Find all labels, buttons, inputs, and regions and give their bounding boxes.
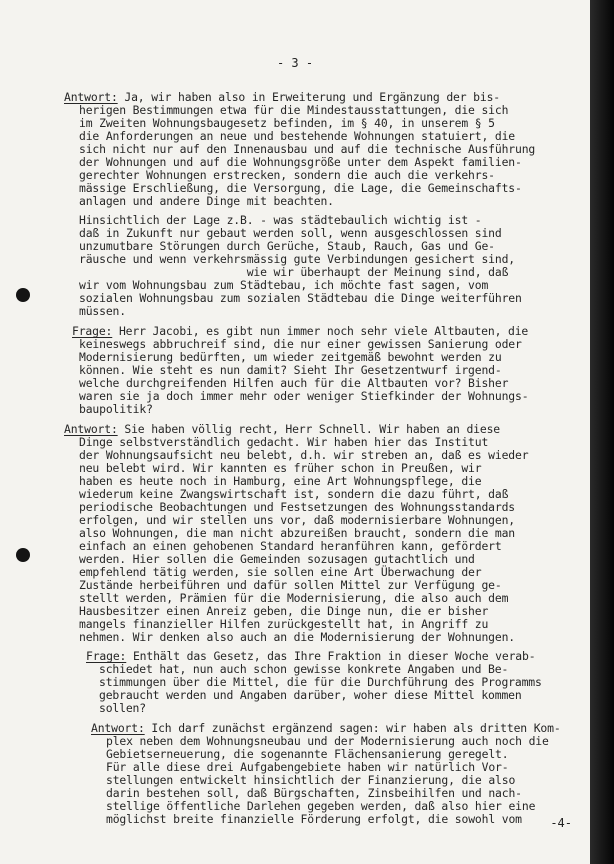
text-line: Hinsichtlich der Lage z.B. - was städtebaulich wichtig ist - [79, 213, 482, 227]
answer-label: Antwort: [64, 422, 118, 436]
text-line: nehmen. Wir denken also auch an die Modernisierung der Wohnungen. [79, 630, 516, 644]
text-line: Ja, wir haben also in Erweiterung und Ergänzung der bis- [117, 90, 501, 104]
text-line: sollen? [99, 701, 146, 715]
text-line: wiederum keine Zwangswirtschaft ist, sondern die dazu führt, daß [79, 487, 509, 501]
text-line: baupolitik? [79, 402, 153, 416]
text-line: erfolgen, und wir stellen uns vor, daß modernisierbare Wohnungen, [79, 513, 516, 527]
text-line: Für alle diese drei Aufgabengebiete haben wir natürlich Vor- [106, 760, 509, 774]
text-line: Enthält das Gesetz, das Ihre Fraktion in dieser Woche verab- [126, 649, 536, 663]
page-number-top: - 3 - [276, 56, 314, 70]
text-line: neu belebt wird. Wir kannten es früher schon in Preußen, wir [79, 461, 482, 475]
text-line: stellungen entwickelt hinsichtlich der Finanzierung, die also [106, 773, 516, 787]
text-line: periodische Beobachtungen und Festsetzungen des Wohnungsstandards [79, 500, 516, 514]
scan-edge [590, 0, 614, 864]
text-line: stellige öffentliche Darlehen gegeben werden, daß also hier eine [106, 799, 536, 813]
answer-label: Antwort: [64, 90, 118, 104]
text-line: können. Wie steht es nun damit? Sieht Ihr Gesetzentwurf irgend- [79, 363, 502, 377]
text-line: gebraucht werden und Angaben darüber, woher diese Mittel kommen [99, 688, 522, 702]
text-line: Sie haben völlig recht, Herr Schnell. Wir haben an diese [117, 422, 501, 436]
text-line: räusche und wenn verkehrsmässig gute Verbindungen gesichert sind, [79, 252, 516, 266]
punch-hole-lower [16, 548, 30, 562]
text-line: mässige Erschließung, die Versorgung, die Lage, die Gemeinschafts- [79, 181, 522, 195]
text-line: wie wir überhaupt der Meinung sind, daß [79, 265, 509, 279]
text-line: stimmungen über die Mittel, die für die Durchführung des Programms [99, 675, 542, 689]
question-label: Frage: [72, 324, 113, 338]
text-line: welche durchgreifenden Hilfen auch für die Altbauten vor? Bisher [79, 376, 509, 390]
text-line: sich nicht nur auf den Innenausbau und auf die technische Ausführung [79, 142, 536, 156]
text-line: Zustände herbeiführen und dafür sollen Mittel zur Verfügung ge- [79, 578, 502, 592]
answer-label: Antwort: [91, 721, 145, 735]
text-line: daß in Zukunft nur gebaut werden soll, wenn ausgeschlossen sind [79, 226, 502, 240]
text-line: möglichst breite finanzielle Förderung erfolgt, die sowohl vom [106, 812, 522, 826]
text-line: darin bestehen soll, daß Bürgschaften, Zinsbeihilfen und nach- [106, 786, 522, 800]
text-line: schiedet hat, nun auch schon gewisse konkrete Angaben und Be- [99, 662, 509, 676]
text-line: Hausbesitzer einen Anreiz geben, die Dinge nun, die er bisher [79, 604, 489, 618]
text-line: sozialen Wohnungsbau zum sozialen Städtebau die Dinge weiterführen [79, 291, 522, 305]
text-line: Gebietserneuerung, die sogenannte Flächensanierung geregelt. [106, 747, 509, 761]
text-line: haben es heute noch in Hamburg, eine Art Wohnungspflege, die [79, 474, 482, 488]
text-line: unzumutbare Störungen durch Gerüche, Staub, Rauch, Gas und Ge- [79, 239, 495, 253]
text-line: einfach an einen gehobenen Standard heranführen kann, gefördert [79, 539, 502, 553]
text-line: werden. Hier sollen die Gemeinden sozusagen gutachtlich und [79, 552, 475, 566]
punch-hole-upper [16, 288, 30, 302]
text-line: Dinge selbstverständlich gedacht. Wir haben hier das Institut [79, 435, 489, 449]
text-line: Modernisierung bedürften, um wieder zeitgemäß bewohnt werden zu [79, 350, 502, 364]
text-line: mangels finanzieller Hilfen zurückgestellt hat, in Angriff zu [79, 617, 489, 631]
text-line: anlagen und andere Dinge mit beachten. [79, 194, 334, 208]
text-line: der Wohnungsaufsicht neu belebt, d.h. wir streben an, daß es wieder [79, 448, 529, 462]
text-line: der Wohnungen und auf die Wohnungsgröße unter dem Aspekt familien- [79, 155, 522, 169]
text-line: keineswegs abbruchreif sind, die nur einer gewissen Sanierung oder [79, 337, 522, 351]
page-number-bottom: -4- [550, 816, 572, 830]
text-line: im Zweiten Wohnungsbaugesetz befinden, im § 40, in unserem § 5 [79, 116, 495, 130]
text-line: herigen Bestimmungen etwa für die Mindestausstattungen, die sich [79, 103, 509, 117]
text-line: stellt werden, Prämien für die Modernisierung, die also auch dem [79, 591, 509, 605]
text-line: wir vom Wohnungsbau zum Städtebau, ich möchte fast sagen, vom [79, 278, 489, 292]
text-line: Herr Jacobi, es gibt nun immer noch sehr viele Altbauten, die [112, 324, 529, 338]
text-line: plex neben dem Wohnungsneubau und der Modernisierung auch noch die [106, 734, 549, 748]
question-label: Frage: [86, 649, 127, 663]
text-line: müssen. [79, 304, 126, 318]
text-line: waren sie ja doch immer mehr oder weniger Stiefkinder der Wohnungs- [79, 389, 529, 403]
text-line: gerechter Wohnungen erstrecken, sondern die auch die verkehrs- [79, 168, 495, 182]
text-line: empfehlend tätig werden, sie sollen eine Art Überwachung der [79, 565, 482, 579]
text-line: also Wohnungen, die man nicht abzureißen braucht, sondern die man [79, 526, 516, 540]
text-line: die Anforderungen an neue und bestehende Wohnungen statuiert, die [79, 129, 516, 143]
text-line: Ich darf zunächst ergänzend sagen: wir haben als dritten Kom- [144, 721, 561, 735]
